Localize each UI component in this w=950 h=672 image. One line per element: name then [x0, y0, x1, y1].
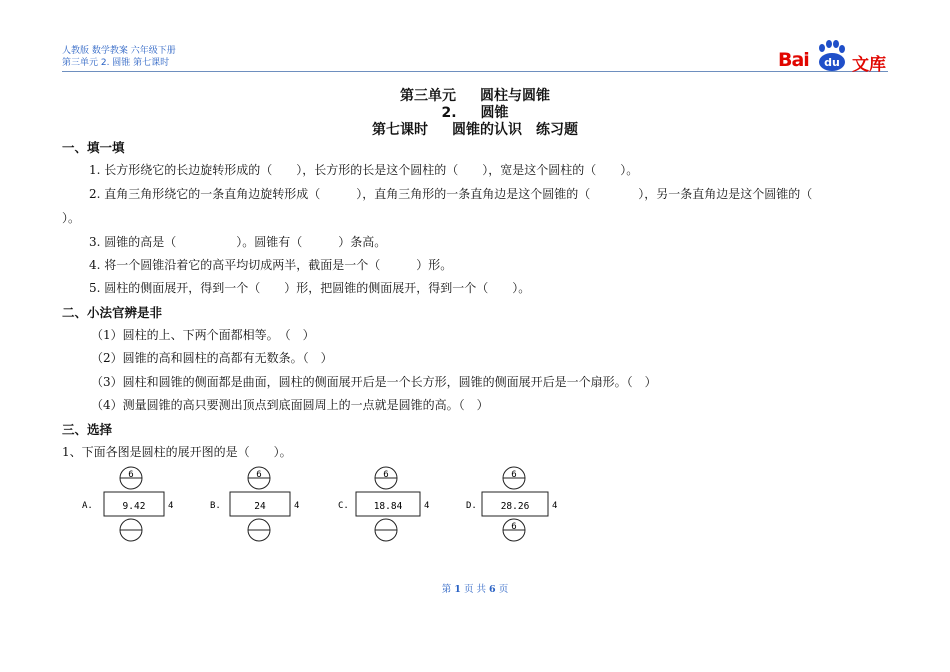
section-judge-heading: 二、小法官辨是非 [62, 305, 163, 320]
exercise-label: 练习题 [536, 122, 578, 138]
footer-suffix: 页 [498, 584, 509, 595]
option-letter: B. [210, 501, 221, 511]
logo-du-text: du [824, 56, 840, 69]
title-line-3 [0, 122, 950, 139]
judge-question-3: （3）圆柱和圆锥的侧面都是曲面，圆柱的侧面展开后是一个长方形，圆锥的侧面展开后是一个扇形。（ ） [91, 375, 657, 389]
top-circle-label: 6 [128, 470, 134, 480]
cylinder-net-diagram [334, 466, 454, 546]
header-line-2: 第三单元 2. 圆锥 第七课时 [62, 58, 170, 68]
section-fill-heading: 一、填一填 [62, 140, 125, 155]
current-page-number: 1 [454, 584, 461, 595]
judge-question-4: （4）测量圆锥的高只要测出顶点到底面圆周上的一点就是圆锥的高。（ ） [91, 398, 489, 412]
option-letter: D. [466, 501, 477, 511]
period-label: 第七课时 [372, 122, 428, 138]
title-line-1 [0, 88, 950, 105]
logo-bai-text: Bai [778, 49, 809, 71]
period-topic: 圆锥的认识 [452, 122, 522, 138]
fill-question-5: 5. 圆柱的侧面展开，得到一个（ ）形，把圆锥的侧面展开，得到一个（ ）。 [89, 281, 531, 295]
fill-question-2-cont: ）。 [62, 211, 81, 225]
bottom-circle-label: 6 [511, 522, 517, 532]
rect-width-label: 4 [552, 501, 558, 511]
cylinder-net-diagram [78, 466, 198, 546]
footer-prefix: 第 [441, 584, 452, 595]
option-letter: C. [338, 501, 349, 511]
rect-length-label: 28.26 [500, 501, 530, 512]
unit-name: 圆柱与圆锥 [480, 88, 550, 104]
figure-option-c [334, 466, 454, 546]
section-choice-heading: 三、选择 [62, 422, 113, 437]
judge-question-1: （1）圆柱的上、下两个面都相等。 （ ） [91, 328, 315, 342]
cylinder-net-diagram [462, 466, 582, 546]
top-circle-label: 6 [511, 470, 517, 480]
option-letter: A. [82, 501, 93, 511]
header-line-1: 人教版 数学教案 六年级下册 [62, 46, 176, 56]
top-circle-label: 6 [256, 470, 262, 480]
choice-question-1: 1、下面各图是圆柱的展开图的是（ ）。 [62, 445, 292, 459]
paw-icon [813, 40, 851, 72]
figure-option-d [462, 466, 582, 546]
figure-option-b [206, 466, 326, 546]
lesson-name: 圆锥 [480, 105, 509, 121]
judge-question-2: （2）圆锥的高和圆柱的高都有无数条。（ ） [91, 351, 333, 365]
rect-width-label: 4 [424, 501, 430, 511]
fill-question-3: 3. 圆锥的高是（ ）。圆锥有（ ）条高。 [89, 235, 387, 249]
page-footer [0, 581, 950, 595]
rect-length-label: 9.42 [122, 501, 146, 512]
fill-question-4: 4. 将一个圆锥沿着它的高平均切成两半，截面是一个（ ）形。 [89, 258, 453, 272]
lesson-number: 2. [441, 105, 457, 121]
header-divider [62, 71, 888, 72]
page-header [62, 46, 888, 72]
footer-middle: 页 共 [463, 584, 487, 595]
total-pages-number: 6 [489, 584, 496, 595]
logo-wenku-text: 文库 [852, 55, 886, 75]
top-circle-label: 6 [383, 470, 389, 480]
rect-width-label: 4 [168, 501, 174, 511]
fill-question-2: 2. 直角三角形绕它的一条直角边旋转形成（ ），直角三角形的一条直角边是这个圆锥的（ ），另一条直角边是这个圆锥的（ [89, 187, 813, 201]
figure-option-a [78, 466, 198, 546]
rect-length-label: 24 [254, 501, 266, 512]
rect-width-label: 4 [294, 501, 300, 511]
unit-label: 第三单元 [400, 88, 456, 104]
title-line-2 [0, 105, 950, 122]
cylinder-net-diagram [206, 466, 326, 546]
fill-question-1: 1. 长方形绕它的长边旋转形成的（ ），长方形的长是这个圆柱的（ ），宽是这个圆柱的（ ）。 [89, 163, 639, 177]
baidu-wenku-logo [778, 40, 888, 75]
rect-length-label: 18.84 [373, 501, 403, 512]
